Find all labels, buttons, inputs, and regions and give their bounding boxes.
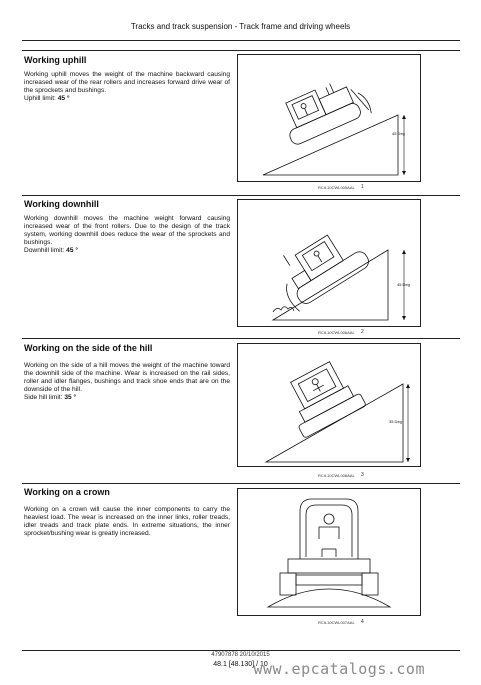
section-2-body xyxy=(24,215,230,255)
uphill-illustration xyxy=(238,55,420,181)
watermark-text: www.epcatalogs.com xyxy=(253,660,425,678)
section-3-rule xyxy=(22,338,460,339)
section-2-title: Working downhill xyxy=(24,199,99,209)
header-rule xyxy=(22,40,460,41)
section-4-title: Working on a crown xyxy=(24,487,110,497)
crown-illustration xyxy=(238,489,420,615)
section-1-limit-label: Uphill limit: xyxy=(24,95,56,102)
section-4-rule xyxy=(22,483,460,484)
side-hill-illustration xyxy=(238,344,420,466)
section-2-limit xyxy=(24,247,230,255)
footer-rule xyxy=(22,650,460,651)
section-3-limit-value: 35 ° xyxy=(64,394,77,401)
section-1-limit xyxy=(24,95,230,103)
section-3-title: Working on the side of the hill xyxy=(24,343,153,353)
section-2-text: Working downhill moves the machine weight forward causing increased wear of the front rollers. Due to the design of the track system, working downhill does reduce the wear of the sprockets and bushings. xyxy=(24,215,230,246)
figure-4-number: 4 xyxy=(361,619,364,625)
section-1-rule xyxy=(22,50,460,51)
figure-uphill xyxy=(237,54,421,182)
section-1-title: Working uphill xyxy=(24,55,87,65)
figure-crown xyxy=(237,488,421,616)
section-2-limit-label: Downhill limit: xyxy=(24,247,65,254)
figure-3-number: 3 xyxy=(361,472,364,478)
figure-downhill xyxy=(237,199,421,327)
section-3-limit-label: Side hill limit: xyxy=(24,394,63,401)
figure-3-angle-label: 35 Deg xyxy=(389,419,402,424)
figure-1-angle-label: 45 Deg xyxy=(392,131,405,136)
downhill-illustration xyxy=(238,200,420,326)
section-3-text: Working on the side of a hill moves the weight of the machine toward the downhill side of the machine. Wear is increased on the rail sides, roller and idler flanges, bushings and track shoe ends that are on the downside of the hill. xyxy=(24,362,230,393)
figure-2-code: RCIL10CWL006AAL xyxy=(318,330,355,335)
section-1-body xyxy=(24,71,230,103)
figure-2-angle-label: 45 Deg xyxy=(397,282,410,287)
figure-4-code: RCIL10CWL007AAL xyxy=(318,620,355,625)
section-3-limit xyxy=(24,394,230,402)
section-2-rule xyxy=(22,195,460,196)
section-1-text: Working uphill moves the weight of the machine backward causing increased wear of the rear rollers and increases forward drive wear of the sprockets and bushings. xyxy=(24,71,230,94)
section-3-body xyxy=(24,362,230,402)
page-header-title: Tracks and track suspension - Track frame and driving wheels xyxy=(130,22,351,31)
figure-2-number: 2 xyxy=(361,329,364,335)
section-1-limit-value: 45 ° xyxy=(57,95,70,102)
figure-side-hill xyxy=(237,343,421,467)
footer-page: 48.1 [48.130] / 10 xyxy=(213,661,268,668)
figure-3-code: RCIL10CWL008AAL xyxy=(318,473,355,478)
figure-1-code: RCIL10CWL005AAL xyxy=(318,185,355,190)
section-4-text: Working on a crown will cause the inner components to carry the heaviest load. The wear is increased on the inner links, roller treads, idler treads and track plate ends. In extreme situations, the inner sprocket/bushing wear is greatly increased. xyxy=(24,506,230,537)
section-2-limit-value: 45 ° xyxy=(66,247,78,254)
footer-doc-id: 47907878 20/10/2015 xyxy=(211,652,270,658)
figure-1-number: 1 xyxy=(361,184,364,190)
section-4-body xyxy=(24,506,230,538)
